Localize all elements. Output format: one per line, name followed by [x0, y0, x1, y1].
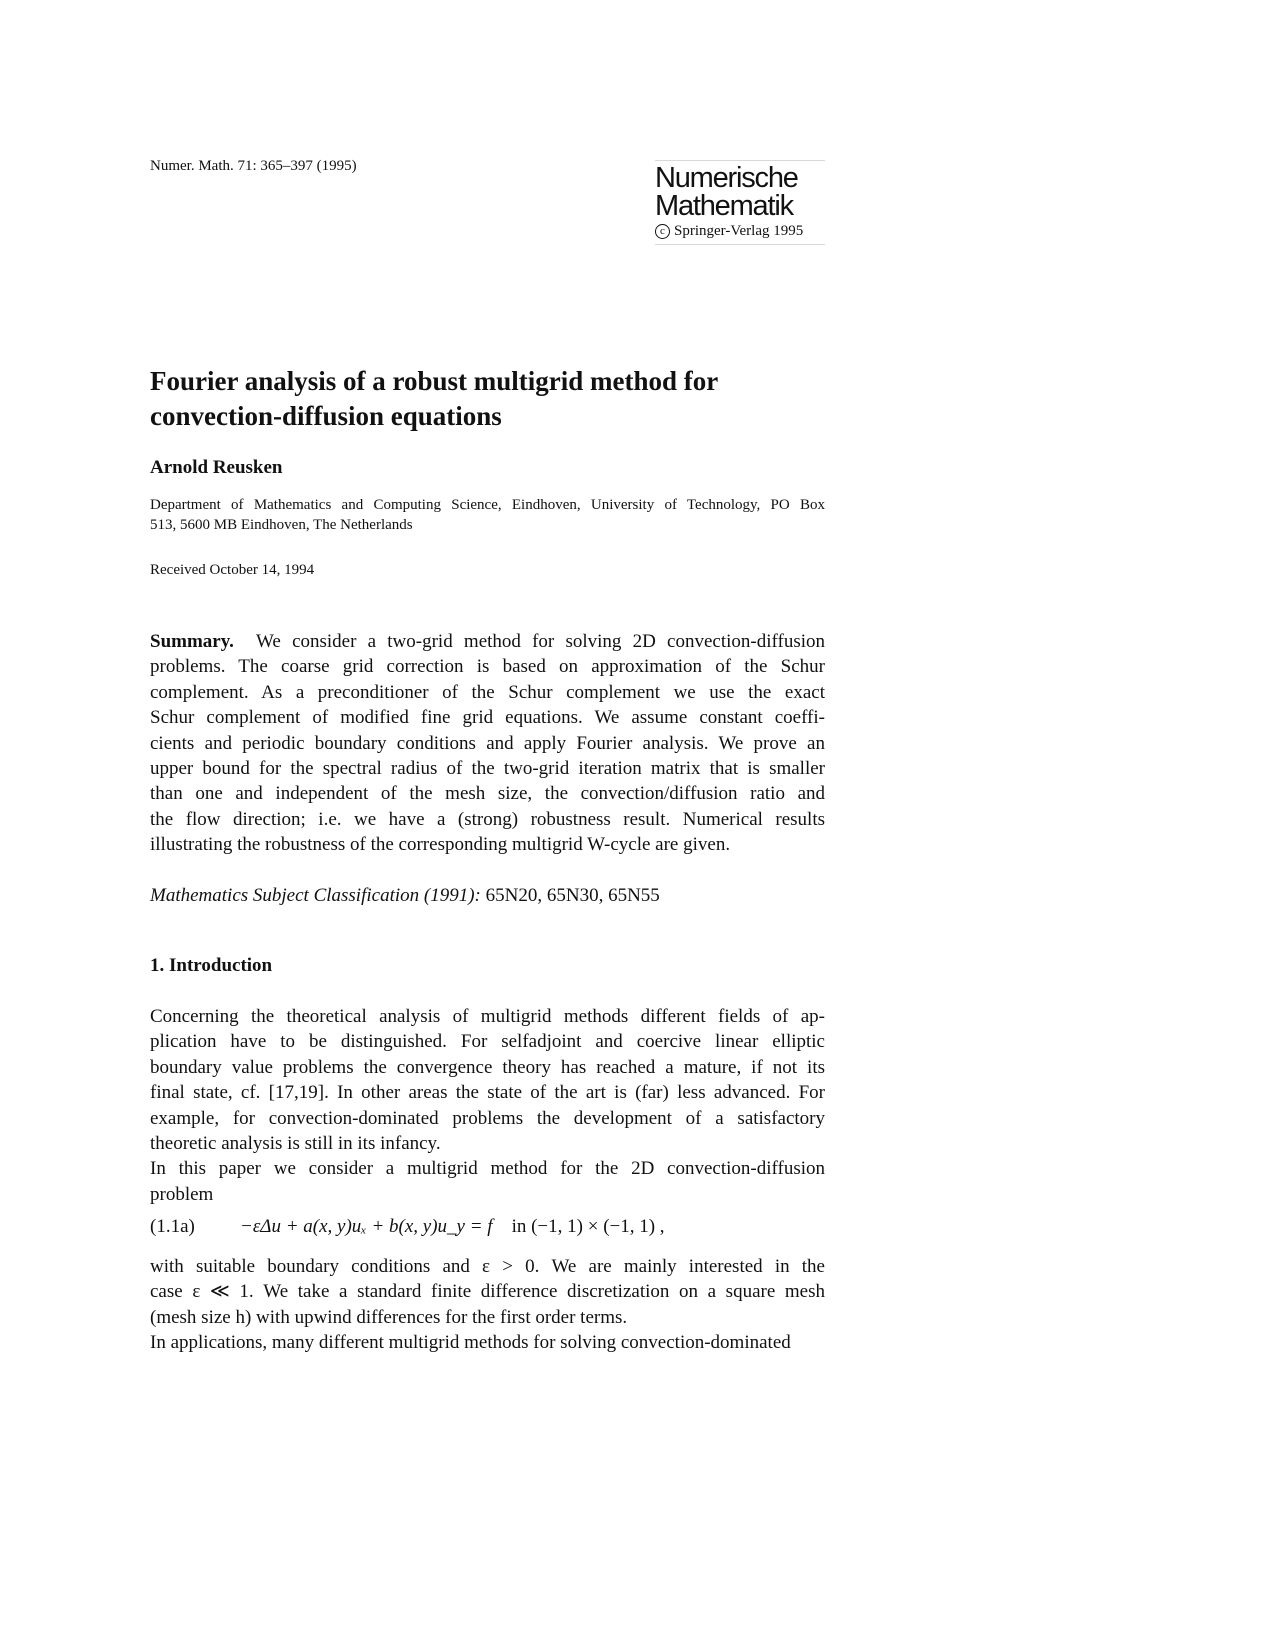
equation-expression: −εΔu + a(x, y)uₓ + b(x, y)u_y = f	[240, 1216, 493, 1237]
intro-paragraph-continued	[150, 1254, 825, 1356]
summary-line: illustrating the robustness of the corresponding multigrid W-cycle are given.	[150, 834, 731, 856]
journal-name-line-2: Mathematik	[655, 190, 793, 222]
body-line: In this paper we consider a multigrid method for the 2D convection-diffusion	[150, 1158, 825, 1180]
summary-line: upper bound for the spectral radius of the two-grid iteration matrix that is smaller	[150, 757, 825, 779]
author-affiliation	[150, 495, 825, 535]
summary-paragraph	[150, 629, 825, 858]
paper-title	[150, 364, 850, 434]
journal-logo	[655, 160, 825, 245]
body-line: theoretic analysis is still in its infancy.	[150, 1132, 441, 1154]
summary-line: Schur complement of modified fine grid equations. We assume constant coeffi-	[150, 707, 825, 729]
summary-line: complement. As a preconditioner of the Schur complement we use the exact	[150, 681, 825, 703]
copyright-icon: c	[655, 224, 670, 239]
body-line: Concerning the theoretical analysis of multigrid methods different fields of ap-	[150, 1006, 825, 1027]
summary-label: Summary.	[150, 631, 234, 652]
body-line: case ε ≪ 1. We take a standard finite difference discretization on a square mesh	[150, 1281, 825, 1303]
body-line: final state, cf. [17,19]. In other areas the state of the art is (far) less advanced. For	[150, 1082, 825, 1104]
body-line: (mesh size h) with upwind differences for the first order terms.	[150, 1306, 628, 1328]
subject-classification	[150, 885, 660, 907]
author-name: Arnold Reusken	[150, 457, 283, 478]
msc-label: Mathematics Subject Classification (1991):	[150, 885, 481, 906]
section-heading: 1. Introduction	[150, 955, 273, 976]
body-line: problem	[150, 1183, 214, 1205]
equation-body	[240, 1216, 665, 1238]
received-date: Received October 14, 1994	[150, 562, 315, 578]
summary-line	[150, 629, 825, 654]
affiliation-line: 513, 5600 MB Eindhoven, The Netherlands	[150, 517, 413, 533]
body-line: plication have to be distinguished. For selfadjoint and coercive linear elliptic	[150, 1031, 825, 1053]
copyright-notice	[655, 223, 825, 240]
intro-paragraph	[150, 1004, 825, 1207]
title-line: Fourier analysis of a robust multigrid method for	[150, 366, 719, 396]
affiliation-line: Department of Mathematics and Computing Science, Eindhoven, University of Technology, PO Box	[150, 497, 825, 513]
journal-citation: Numer. Math. 71: 365–397 (1995)	[150, 158, 357, 174]
msc-codes: 65N20, 65N30, 65N55	[485, 885, 660, 906]
journal-name-line-1: Numerische	[655, 162, 798, 194]
summary-line-text: We consider a two-grid method for solving 2D convection-diffusion	[256, 631, 825, 652]
body-line: In applications, many different multigrid methods for solving convection-dominated	[150, 1332, 791, 1354]
title-line: convection-diffusion equations	[150, 401, 502, 431]
copyright-text: Springer-Verlag 1995	[674, 223, 804, 239]
summary-line: than one and independent of the mesh size, the convection/diffusion ratio and	[150, 783, 825, 805]
body-line: boundary value problems the convergence theory has reached a mature, if not its	[150, 1056, 825, 1078]
body-line: example, for convection-dominated problems the development of a satisfactory	[150, 1107, 825, 1129]
summary-line: the flow direction; i.e. we have a (strong) robustness result. Numerical results	[150, 808, 825, 830]
summary-line: cients and periodic boundary conditions and apply Fourier analysis. We prove an	[150, 732, 825, 754]
equation-domain: in (−1, 1) × (−1, 1) ,	[511, 1216, 665, 1237]
body-line: with suitable boundary conditions and ε > 0. We are mainly interested in the	[150, 1256, 825, 1277]
summary-line: problems. The coarse grid correction is based on approximation of the Schur	[150, 656, 825, 678]
equation-label: (1.1a)	[150, 1216, 195, 1237]
